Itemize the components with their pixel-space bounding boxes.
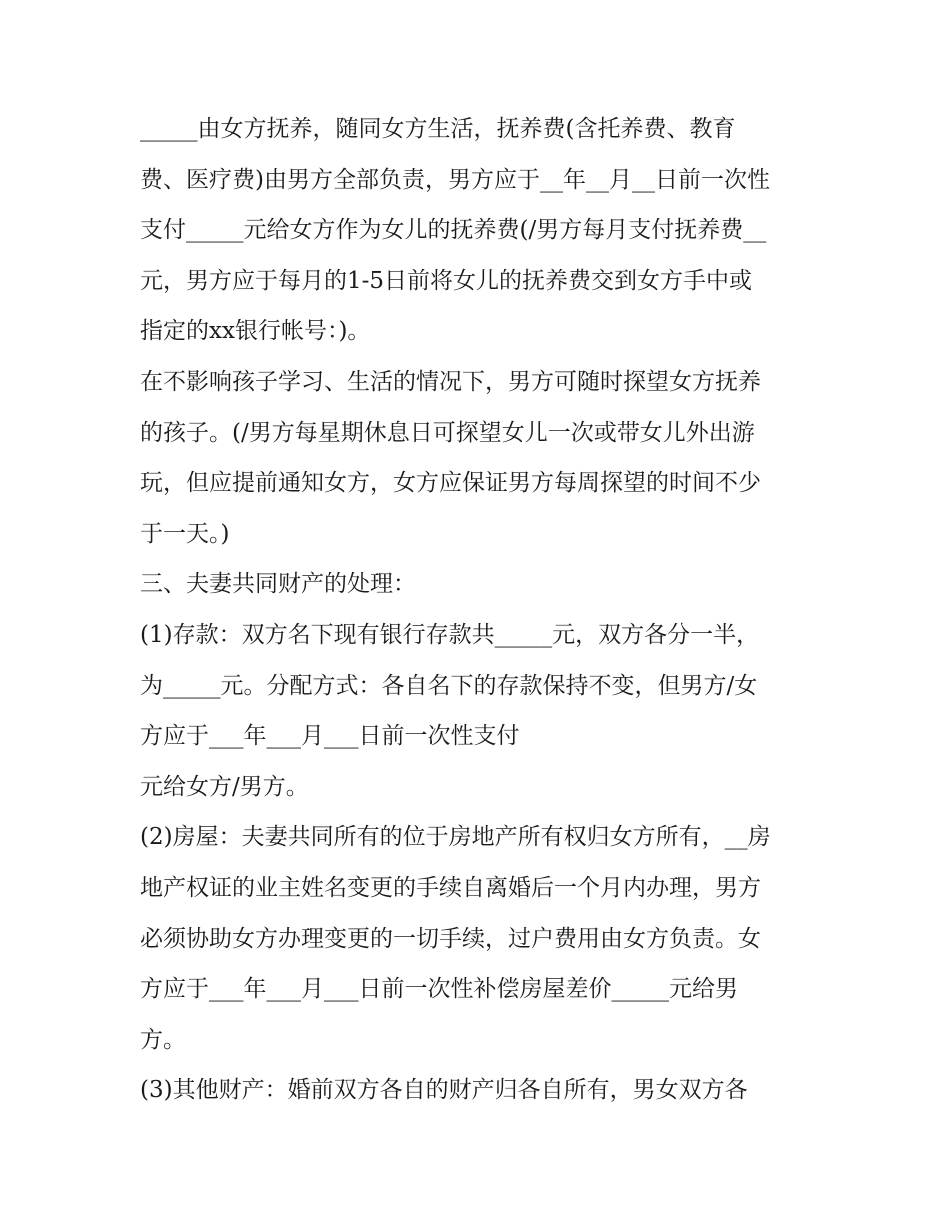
text-line: 元给女方/男方。 <box>140 773 309 800</box>
text-line: 方应于___年___月___日前一次性补偿房屋差价_____元给男 <box>140 976 738 1003</box>
text-line: 元，男方应于每月的1-5日前将女儿的抚养费交到女方手中或 <box>140 267 753 294</box>
text-line: (3)其他财产：婚前双方各自的财产归各自所有，男女双方各 <box>140 1077 748 1104</box>
section-heading: 三、夫妻共同财产的处理： <box>140 571 416 598</box>
text-line: 支付_____元给女方作为女儿的抚养费(/男方每月支付抚养费__ <box>140 217 767 244</box>
text-line: 必须协助女方办理变更的一切手续，过户费用由女方负责。女 <box>140 925 761 952</box>
text-line: _____由女方抚养，随同女方生活，抚养费(含托养费、教育 <box>140 116 736 142</box>
document-body <box>140 104 820 1116</box>
text-line: 的孩子。(/男方每星期休息日可探望女儿一次或带女儿外出游 <box>140 419 755 446</box>
text-line: 在不影响孩子学习、生活的情况下，男方可随时探望女方抚养 <box>140 368 761 395</box>
text-line: 方应于___年___月___日前一次性支付 <box>140 723 520 750</box>
text-line: 为_____元。分配方式：各自名下的存款保持不变，但男方/女 <box>140 672 758 699</box>
text-line: 指定的xx银行帐号：)。 <box>140 318 371 345</box>
text-line: (2)房屋：夫妻共同所有的位于房地产所有权归女方所有，__房 <box>140 824 771 851</box>
text-line: 地产权证的业主姓名变更的手续自离婚后一个月内办理，男方 <box>140 874 761 901</box>
text-line: 方。 <box>140 1026 186 1053</box>
text-line: 费、医疗费)由男方全部负责，男方应于__年__月__日前一次性 <box>140 166 770 193</box>
text-line: 玩，但应提前通知女方，女方应保证男方每周探望的时间不少 <box>140 470 761 497</box>
text-line: 于一天。) <box>140 520 230 547</box>
text-line: (1)存款：双方名下现有银行存款共_____元，双方各分一半， <box>140 621 760 648</box>
